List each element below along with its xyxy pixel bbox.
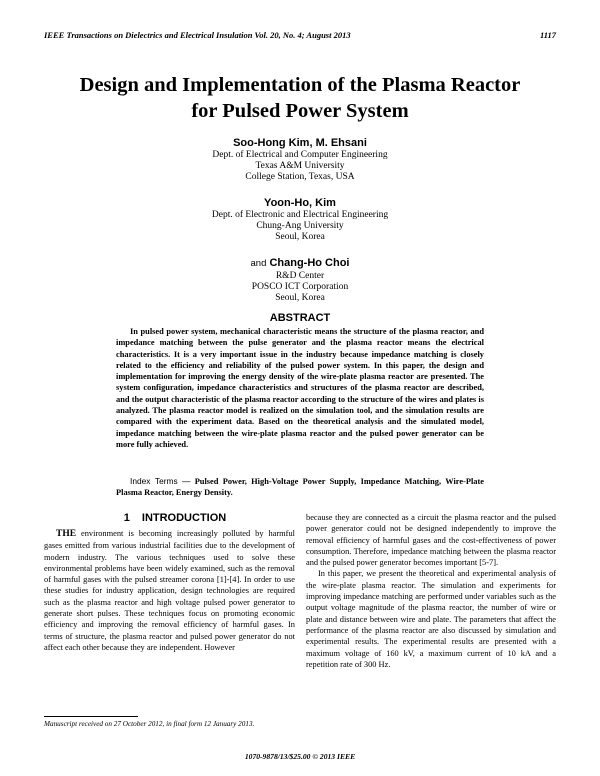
affiliation-line: Chung-Ang University [256,221,344,231]
affiliation-line: College Station, Texas, USA [245,172,355,182]
copyright-line: 1070-9878/13/$25.00 © 2013 IEEE [244,752,356,761]
section-number: 1 [123,512,130,524]
footnote-divider [44,716,138,717]
author-name: Yoon-Ho, Kim [264,197,336,209]
affiliation-line: Seoul, Korea [275,232,325,242]
lead-word: THE [56,529,77,539]
author-conjunction: and [250,258,267,269]
section-title: INTRODUCTION [141,512,227,524]
affiliation-line: R&D Center [275,271,325,281]
author-name: Soo-Hong Kim, M. Ehsani [233,137,367,149]
journal-citation: IEEE Transactions on Dielectrics and Electrical Insulation Vol. 20, No. 4; August 2013 [44,30,351,40]
abstract-heading: ABSTRACT [269,312,331,324]
title-line-2: for Pulsed Power System [191,100,409,122]
left-column [44,528,295,653]
title-line-1: Design and Implementation of the Plasma Reactor [79,74,521,96]
affiliation-line: Seoul, Korea [275,293,325,303]
page-number: 1117 [539,30,556,40]
index-terms-label: Index Terms [130,476,178,486]
author-block-1 [100,136,500,183]
right-column [306,512,556,670]
affiliation-line: Dept. of Electronic and Electrical Engineering [211,210,389,220]
index-terms-text: — Pulsed Power, High-Voltage Power Supply, Impedance Matching, Wire-Plate Plasma Reactor, Energy Density. [116,477,484,498]
paragraph-continued: because they are connected as a circuit the plasma reactor and the pulsed power generator could not be designed independently to improve the removal efficiency of harmful gases and the cost-effectiveness of power consumption. Therefore, impedance matching between the plasma reactor and the pulsed power generator becomes important [5-7]. [306,513,556,568]
author-name-line [100,256,500,271]
affiliation-line: Dept. of Electrical and Computer Engineering [212,150,388,160]
paragraph: In this paper, we present the theoretical and experimental analysis of the wire-plate plasma reactor. The simulation and experiments for improving impedance matching are performed under variables such as the output voltage magnitude of the plasma reactor, the number of wire or plate and distance between wire and plate. The parameters that affect the performance of the plasma reactor are also discussed by simulation and experimental results. The experimental results are presented with a maximum voltage of 160 kV, a maximum current of 10 kA and a repetition rate of 300 Hz. [306,569,556,669]
abstract-text: In pulsed power system, mechanical characteristic means the structure of the plasma reactor, and impedance matching between the pulse generator and the plasma reactor means the electrical characteristics. It is a very important issue in the industry because impedance matching is closely related to the efficiency and reliability of the pulsed power system. In this paper, the design and implementation for improving the energy density of the wire-plate plasma reactor are presented. The system configuration, impedance characteristics and structures of the plasma reactor are described, and the output characteristic of the plasma reactor according to the structure of the wires and plates is analyzed. The plasma reactor model is realized on the simulation tool, and the simulation results are compared with the experiment data. Based on the theoretical analysis and the simulated model, impedance matching between the wire-plate plasma reactor and the pulsed power generator can be more fully achieved. [116,327,484,449]
running-head [44,30,556,40]
author-name: Chang-Ho Choi [269,257,350,269]
author-block-2 [100,196,500,243]
affiliation-line: POSCO ICT Corporation [251,282,349,292]
affiliation-line: Texas A&M University [255,161,345,171]
paragraph-text: environment is becoming increasingly polluted by harmful gases emitted from various industrial facilities due to the development of modern industry. The various techniques used to solve these environmental problems have been widely examined, such as the removal of harmful gases with the pulsed streamer corona [1]-[4]. In order to use these studies for industry application, design technologies are required such as the plasma reactor and high voltage pulsed power generator to generate short pulses. These techniques focus on promoting economic efficiency and improving the removal efficiency of harmful gases. In terms of structure, the plasma reactor and pulsed power generator do not affect each other because they are independent. However [44,529,295,652]
section-heading [60,512,290,524]
manuscript-footnote: Manuscript received on 27 October 2012, in final form 12 January 2013. [44,720,255,728]
index-terms [116,476,484,499]
author-block-3 [100,256,500,304]
intro-paragraph [44,528,295,653]
paper-title [40,72,560,124]
